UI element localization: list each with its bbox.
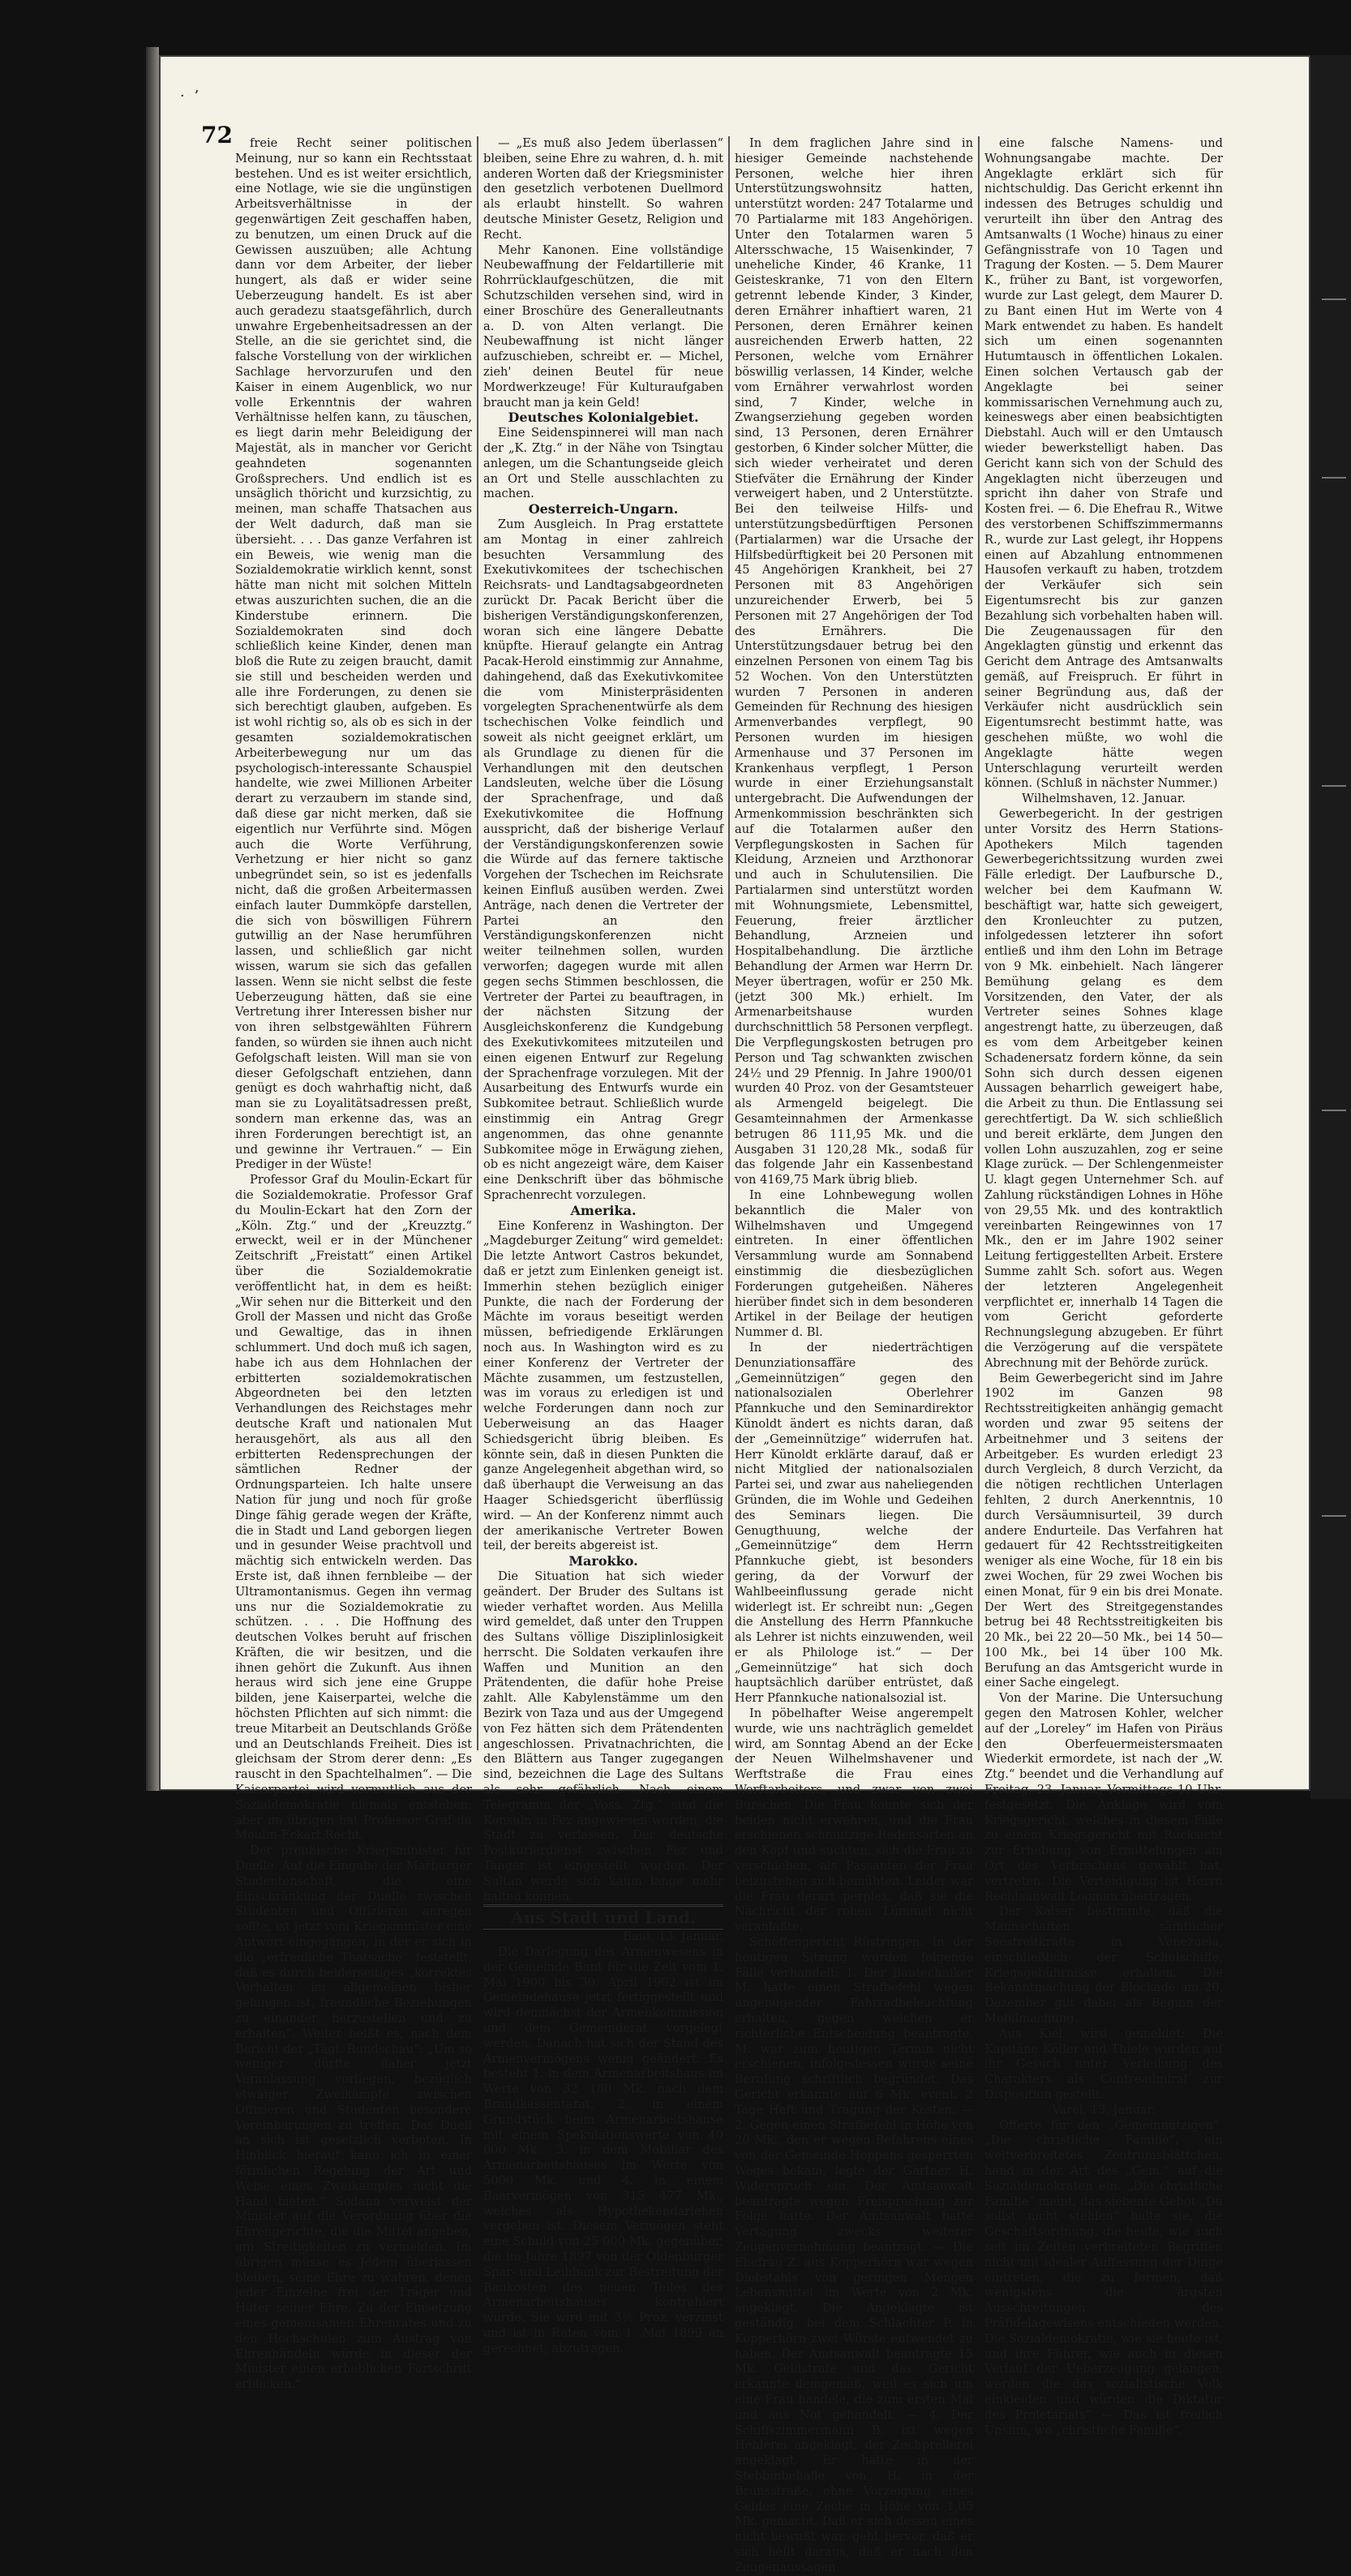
paragraph: eine falsche Namens- und Wohnungsangabe machte. Der Angeklagte erklärt sich für nichtschuldig. Das Gericht erkennt ihn indessen des Betruges schuldig und verurteilt ihn über den Antrag des Amtsanwalts (1 Woche) hinaus zu einer Gefängnisstrafe von 10 Tagen und Tragung der Kosten. — 5. Dem Maurer K., früher zu Bant, ist vorgeworfen, wurde zur Last gelegt, dem Maurer D. zu Bant einen Hut im Werte von 4 Mark entwendet zu haben. Es handelt sich um einen sogenannten Hutumtausch in öffentlichen Lokalen. Einen solchen Vertausch gab der Angeklagte bei seiner kommissarischen Vernehmung auch zu, keineswegs aber einen beabsichtigten Diebstahl. Auch will er den Umtausch wieder bewerkstelligt haben. Das Gericht kann sich von der Schuld des Angeklagten nicht überzeugen und spricht ihn daher von Strafe und Kosten frei. — 6. Die Ehefrau R., Witwe des verstorbenen Schiffszimmermanns R., wurde zur Last gelegt, ihr Hoppens einen auf Abzahlung entnommenen Hausofen verkauft zu haben, trotzdem der Verkäufer sich sein Eigentumsrecht bis zur ganzen Bezahlung sich vorbehalten haben will. Die Zeugenaussagen für den Angeklagten günstig und erkennt das Gericht dem Antrage des Amtsanwalts gemäß, auf Freispruch. Er führt in seiner Begründung aus, daß der Verkäufer nicht ausdrücklich sein Eigentumsrecht bestimmt hatte, was geschehen müßte, wo wohl die Angeklagte hätte wegen Unterschlagung verurteilt werden können. (Schluß in nächster Nummer.) — [984, 136, 1223, 791]
section-heading: Amerika. — [570, 1202, 637, 1218]
section-heading: Deutsches Kolonialgebiet. — [508, 410, 699, 426]
column-4 — [984, 136, 1223, 2437]
paragraph: In eine Lohnbewegung wollen bekanntlich die Maler von Wilhelmshaven und Umgegend eintreten. In einer öffentlichen Versammlung wurde am Sonnabend einstimmig die diesbezüglichen Forderungen gutgeheißen. Näheres hierüber findet sich in dem besonderen Artikel in der Beilage der heutigen Nummer d. Bl. — [735, 1187, 973, 1340]
column-1 — [235, 136, 472, 2392]
dateline: Bant, 13. Januar. — [623, 1930, 723, 1944]
page-binding-edge — [146, 47, 159, 1791]
paragraph: Eine Seidenspinnerei will man nach der „K. Ztg.“ in der Nähe von Tsingtau anlegen, um die Schantungseide gleich an Ort und Stelle ausschlachten zu machen. — [483, 426, 723, 501]
paragraph: In pöbelhafter Weise angerempelt wurde, wie uns nachträglich gemeldet wird, am Sonntag Abend an der Ecke der Neuen Wilhelmshavener und Werftstraße die Frau eines Werftarbeiters, und zwar von zwei Burschen. Die Frau konnte sich der beiden nicht erwehren, und die Frau erschienen schmutzige Redensarten an den Kopf und suchten, sich die Frau zu verschieben, als Passanten der Frau beizustehen sich bemühten. Leider war die Frau derart perplex, daß sie die Nachricht der rohen Lümmel nicht veranlaßte. — [735, 1707, 973, 1934]
paragraph: freie Recht seiner politischen Meinung, nur so kann ein Rechtsstaat bestehen. Und es ist weiter ersichtlich, eine Notlage, wie sie die ungünstigen Arbeitsverhältnisse in der gegenwärtigen Zeit geschaffen haben, zu benutzen, um einen Druck auf die Gewissen auszuüben; alle Achtung dann vor dem Arbeiter, der lieber hungert, als daß er wider seine Ueberzeugung handelt. Es ist aber auch geradezu staatsgefährlich, durch unwahre Ergebenheitsadressen an der Stelle, an die sie gerichtet sind, die falsche Vorstellung von der wirklichen Sachlage hervorzurufen und den Kaiser in einem Augenblick, wo nur volle Erkenntnis der wahren Verhältnisse helfen kann, zu täuschen, es liegt darin mehr Beleidigung der Majestät, als in mancher vor Gericht geahndeten sogenannten Großsprechers. Und endlich ist es unsäglich thöricht und kurzsichtig, zu meinen, man schaffe Thatsachen aus der Welt dadurch, daß man sie übersieht. . . . Das ganze Verfahren ist ein Beweis, wie wenig man die Sozialdemokratie wirklich kennt, sonst hätte man nicht mit solchen Mitteln etwas auszurichten suchen, die an die Kinderstube erinnern. Die Sozialdemokraten sind doch schließlich keine Kinder, denen man bloß die Rute zu zeigen braucht, damit sie still und bescheiden werden und alle ihre Forderungen, zu denen sie sich berechtigt glauben, aufgeben. Es ist wohl richtig so, als ob es sich in der gesamten sozialdemokratischen Arbeiterbewegung nur um das psychologisch-interessante Schauspiel handelte, wie zwei Millionen Arbeiter derart zu verzaubern im stande sind, daß diese gar nicht merken, daß sie eigentlich nur Verführte sind. Mögen auch die Worte Verführung, Verhetzung er hier nicht so ganz unbegründet sein, so ist es jedenfalls nicht, daß die großen Arbeitermassen einfach lauter Dummköpfe darstellen, die sich von böswilligen Führern gutwillig an der Nase herumführen lassen, und schließlich gar nicht wissen, warum sie sich das gefallen lassen. Wenn sie nicht selbst die feste Ueberzeugung hätten, daß sie eine Vertretung ihrer Interessen bisher nur von ihren selbstgewählten Führern fanden, so würden sie ihnen auch nicht Gefolgschaft leisten. Will man sie von dieser Gefolgschaft entziehen, dann genügt es doch wahrhaftig nicht, daß man sie zu Loyalitätsadressen preßt, sondern man erkenne das, was an ihren Forderungen berechtigt ist, an und gewinne ihr Vertrauen.“ — Ein Prediger in der Wüste! — [235, 136, 472, 1172]
facing-page-strip — [1310, 55, 1351, 1799]
column-rule — [728, 136, 730, 1750]
local-news-heading: Aus Stadt und Land. — [483, 1904, 723, 1930]
page-number: 72 — [201, 122, 233, 148]
text-columns — [235, 136, 1306, 2574]
paragraph: Mehr Kanonen. Eine vollständige Neubewaffnung der Feldartillerie mit Rohrrücklaufgeschützen, die mit Schutzschilden versehen sind, wird in einer Broschüre des Generalleutnants a. D. von Alten verlangt. Die Neubewaffnung ist nicht länger aufzuschieben, schreibt er. — Michel, zieh' deinen Beutel für neue Mordwerkzeuge! Für Kulturaufgaben braucht man ja kein Geld! — [483, 243, 723, 410]
column-3 — [735, 136, 973, 2574]
dateline: Varel, 13. Januar. — [1052, 2102, 1156, 2117]
column-rule — [477, 136, 478, 1750]
paragraph: Die Darlegung des Armenwesens in der Gemeinde Bant für die Zeit vom 1. Mai 1900 bis 30. April 1902 ist im Gemeindehause jetzt fertiggestellt und wird demnächst der Armenkommission und dem Gemeinderat vorgelegt werden. Danach hat sich der Stand des Armenvermögens wenig geändert. Es besteht 1. in dem Armenarbeitshaus im Werte von 32 180 Mk. nach dem Brandkassentarat, 2. in einem Grundstück beim Armenarbeitshause mit einem Spekulationswerte von 40 000 Mk., 3. in dem Mobiliar des Armenarbeitshauses im Werte von 5000 Mk. und 4. in einem Baarvermögen von 315 477 Mk., welches als Hypothekendarlehen vergeben ist. Diesem Vermögen steht eine Schuld von 25 000 Mk. gegenüber, die im Jahre 1897 von der Oldenburger Spar- und Leihbank zur Bestreitung der Baukosten des neuen Teiles des Armenarbeitshauses kontrahiert wurde. Sie wird mit 3½ Proz. verzinst und ist in Raten vom 1. Mai 1899 an gerechnet, abzutragen. — [483, 1945, 723, 2355]
corner-mark: · ’ — [180, 88, 202, 105]
paragraph: Von der Marine. Die Untersuchung gegen den Matrosen Kohler, welcher auf der „Loreley“ im Hafen von Piräus den Oberfeuermeistersmaaten Wiederkit ermordete, ist nach der „W. Ztg.“ beendet und die Verhandlung auf Freitag, 23. Januar, Vormittags 10 Uhr, festgesetzt. Die Anklage wird vom Kriegsgericht, welches in diesem Falle zu einem Kriegsgericht mit Rücksicht zur Erhebung von Ermittelungen am Ort des Verbrechens gewählt hat, vertreten. Die Verteidigung ist Herrn Rechtsanwalt Looman übertragen. — [984, 1691, 1223, 1904]
paragraph: In dem fraglichen Jahre sind in hiesiger Gemeinde nachstehende Personen, welche hier ihren Unterstützungswohnsitz hatten, unterstützt worden: 247 Totalarme und 70 Partialarme mit 183 Angehörigen. Unter den Totalarmen waren 5 Altersschwache, 15 Waisenkinder, 7 uneheliche Kinder, 46 Kranke, 11 Geisteskranke, 71 von den Eltern getrennt lebende Kinder, 3 Kinder, deren Ernährer inhaftiert waren, 21 Personen, deren Ernährer keinen ausreichenden Erwerb hatten, 22 Personen, welche vom Ernährer böswillig verlassen, 14 Kinder, welche vom Ernährer verwahrlost worden sind, 7 Kinder, welche in Zwangserziehung gegeben worden sind, 13 Personen, deren Ernährer gestorben, 6 Kinder solcher Mütter, die sich wieder verheiratet und deren Stiefväter die Ernährung der Kinder verweigert haben, und 2 Unterstützte. Bei den teilweise Hilfs- und unterstützungsbedürftigen Personen (Partialarmen) war die Ursache der Hilfsbedürftigkeit bei 20 Personen mit 45 Angehörigen Krankheit, bei 27 Personen mit 83 Angehörigen unzureichender Erwerb, bei 5 Personen mit 27 Angehörigen der Tod des Ernährers. Die Unterstützungsdauer betrug bei den einzelnen Personen von einem Tag bis 52 Wochen. Von den Unterstützten wurden 7 Personen in anderen Gemeinden für Rechnung des hiesigen Armenverbandes verpflegt, 90 Personen wurden im hiesigen Armenhause und 37 Personen im Krankenhaus verpflegt, 1 Person wurde in einer Erziehungsanstalt untergebracht. Die Aufwendungen der Armenkommission beschränkten sich auf die Totalarmen außer den Verpflegungskosten in Sachen für Kleidung, Arzneien und Arzthonorar und auch in Schulutensilien. Die Partialarmen sind unterstützt worden mit Wohnungsmiete, Lebensmittel, Feuerung, freier ärztlicher Behandlung, Arzneien und Hospitalbehandlung. Die ärztliche Behandlung der Armen war Herrn Dr. Meyer übertragen, wofür er 250 Mk. (jetzt 300 Mk.) erhielt. Im Armenarbeitshause wurden durchschnittlich 58 Personen verpflegt. Die Verpflegungskosten betrugen pro Person und Tag schwankten zwischen 24½ und 29 Pfennig. In Jahre 1900/01 wurden 40 Proz. von der Gesamtsteuer als Armengeld beigelegt. Die Gesamteinnahmen der Armenkasse betrugen 86 111,95 Mk. und die Ausgaben 31 120,28 Mk., sodaß für das folgende Jahr ein Kassenbestand von 4169,75 Mark übrig blieb. — [735, 136, 973, 1187]
paragraph: Die Situation hat sich wieder geändert. Der Bruder des Sultans ist wieder verhaftet worden. Aus Melilla wird gemeldet, daß unter den Truppen des Sultans völlige Disziplinlosigkeit herrscht. Die Soldaten verkaufen ihre Waffen und Munition an den Prätendenten, die dafür hohe Preise zahlt. Alle Kabylenstämme um den Bezirk von Taza und aus der Umgegend von Fez hätten sich dem Prätendenten angeschlossen. Privatnachrichten, die den Blättern aus Tanger zugegangen sind, bezeichnen die Lage des Sultans als sehr gefährlich. Nach einem Telegramm der „Voss. Ztg.“ sind die Konsuln in Fez angewiesen worden, die Stadt zu verlassen. Der deutsche Postkurierdienst zwischen Fez und Tanger ist eingestellt worden. Der Sultan werde sich kaum lange mehr halten können. — [483, 1569, 723, 1904]
paragraph: Gewerbegericht. In der gestrigen unter Vorsitz des Herrn Stations-Apothekers Milch tagenden Gewerbegerichtssitzung wurden zwei Fälle erledigt. Der Laufbursche D., welcher bei dem Kaufmann W. beschäftigt war, hatte sich geweigert, den Kronleuchter zu putzen, infolgedessen letzterer ihn sofort entließ und ihm den Lohn im Betrage von 9 Mk. einbehielt. Nach längerer Bemühung gelang es dem Vorsitzenden, den Vater, der als Vertreter seines Sohnes klage angestrengt hatte, zu überzeugen, daß es vom dem Arbeitgeber keinen Schadenersatz fordern könne, da sein Sohn sich durch dessen eigenen Aussagen beharrlich geweigert habe, die Arbeit zu thun. Die Entlassung sei gerechtfertigt. Da W. sich schließlich und bereit erklärte, dem Jungen den vollen Lohn auszuzahlen, zog er seine Klage zurück. — Der Schlengenmeister U. klagt gegen Unternehmer Sch. auf Zahlung rückständigen Lohnes in Höhe von 29,55 Mk. und des kontraktlich vereinbarten Reingewinnes von 17 Mk., den er im Jahre 1902 seiner Leitung fertiggestellten Arbeit. Erstere Summe zahlt Sch. sofort aus. Wegen der letzteren Angelegenheit verpflichtet er, innerhalb 14 Tagen die vom Gericht geforderte Rechnungslegung abzugeben. Er führt die Verzögerung auf die verspätete Abrechnung mit der Behörde zurück. — [984, 807, 1223, 1370]
column-2 — [483, 136, 724, 2355]
paragraph: Zum Ausgleich. In Prag erstattete am Montag in einer zahlreich besuchten Versammlung des Exekutivkomitees der tschechischen Reichsrats- und Landtagsabgeordneten zurückt Dr. Pacak Bericht über die bisherigen Verständigungskonferenzen, woran sich eine längere Debatte knüpfte. Hierauf gelangte ein Antrag Pacak-Herold einstimmig zur Annahme, dahingehend, daß das Exekutivkomitee die vom Ministerpräsidenten vorgelegten Sprachenentwürfe als dem tschechischen Volke feindlich und soweit als nicht geeignet erklärt, um als Grundlage zu dienen für die Verhandlungen mit den deutschen Landsleuten, welche über die Lösung der Sprachenfrage, und daß Exekutivkomitee die Hoffnung ausspricht, daß der bisherige Verlauf der Verständigungskonferenzen sowie die Würde auf das fernere taktische Vorgehen der Tschechen im Reichsrate keinen Einfluß ausüben werden. Zwei Anträge, nach denen die Vertreter der Partei an den Verständigungskonferenzen nicht weiter teilnehmen sollen, wurden verworfen; dagegen wurde mit allen gegen sechs Stimmen beschlossen, die Vertreter der Partei zu beauftragen, in der nächsten Sitzung der Ausgleichskonferenz die Kundgebung des Exekutivkomitees mitzuteilen und einen eigenen Entwurf zur Regelung der Sprachenfrage vorzulegen. Mit der Ausarbeitung des Entwurfs wurde ein Subkomitee betraut. Schließlich wurde einstimmig ein Antrag Gregr angenommen, das ohne genannte Subkomitee möge in Erwägung ziehen, ob es nicht angezeigt wäre, dem Kaiser eine Denkschrift über das böhmische Sprachenrecht vorzulegen. — [483, 517, 723, 1202]
paragraph: Professor Graf du Moulin-Eckart für die Sozialdemokratie. Professor Graf du Moulin-Eckart hat den Zorn der „Köln. Ztg.“ und der „Kreuzztg.“ erweckt, weil er in der Münchener Zeitschrift „Freistatt“ einen Artikel über die Sozialdemokratie veröffentlicht hat, in dem es heißt: „Wir sehen nur die Bitterkeit und den Groll der Massen und nicht das Große und Gewaltige, das in ihnen schlummert. Und doch muß ich sagen, habe ich aus dem Hohnlachen der erbitterten sozialdemokratischen Abgeordneten bei den letzten Verhandlungen des Reichstages mehr deutsche Kraft und nationalen Mut herausgehört, als aus all den erbitterten Redensprechungen der sämtlichen Redner der Ordnungsparteien. Ich halte unsere Nation für jung und noch für große Dinge fähig gerade wegen der Kräfte, die in Stadt und Land geborgen liegen und in gesunder Weise prachtvoll und mächtig sich entwickeln werden. Das Erste ist, daß ihnen fernbleibe — der Ultramontanismus. Gegen ihn vermag uns nur die Sozialdemokratie zu schützen. . . . Die Hoffnung des deutschen Volkes beruht auf frischen Kräften, die wir besitzen, und die ihnen gehört die Zukunft. Aus ihnen heraus wird sich jene eine Gruppe bilden, jene Kaiserpartei, welche die höchsten Pflichten auf sich nimmt: die treue Mitarbeit an Deutschlands Größe und an Deutschlands Freiheit. Dies ist gleichsam der Strom derer denn: „Es rauscht in den Spachtelhalmen“. — Die Kaiserpartei wird vermutlich aus der Sozialdemokratie niemals entstehen; aber im übrigen hat Professor Graf du Moulin-Eckart Recht. — [235, 1173, 472, 1843]
paragraph: Eine Konferenz in Washington. Der „Magdeburger Zeitung“ wird gemeldet: Die letzte Antwort Castros bekundet, daß er jetzt zum Einlenken geneigt ist. Immerhin stehen bezüglich einiger Punkte, die nach der Forderung der Mächte im voraus beseitigt werden müssen, befriedigende Erklärungen noch aus. In Washington wird es zu einer Konferenz der Vertreter der Mächte zusammen, um festzustellen, was im voraus zu erledigen ist und welche Forderungen dann noch zur Ueberweisung an das Haager Schiedsgericht übrig bleiben. Es könnte sein, daß in diesen Punkten die ganze Angelegenheit abgethan wird, so daß überhaupt die Verweisung an das Haager Schiedsgericht überflüssig wird. — An der Konferenz nimmt auch der amerikanische Vertreter Bowen teil, der bereits abgereist ist. — [483, 1218, 723, 1553]
paragraph: Der Kaiser bestimmte, daß die Mannschaften sämtlicher Seestreitkräfte in Venezuela, einschließlich der Schulschiffe, Kriegsgebührnisse erhalten. Die Bekanntmachung der Blockade am 20. Dezember gilt dabei als Beginn der Mobilmachung. — [984, 1904, 1223, 2026]
paragraph: Der preußische Kriegsminister für Duelle. Auf die Eingabe der Marburger Studentenschaft, die eine Einschränkung der Duelle zwischen Studenten und Offizieren anregen sollte, ist jetzt vom Kriegsminister eine Antwort eingegangen, in der er sich in die „erfreuliche Thatsache“ feststellt, daß es durch beiderseitiges „korrektes Verhalten im allgemeinen bisher gelungen ist, freundliche Beziehungen zu einander herzustellen und zu erhalten“. Weiter heißt es, nach dem Bericht der „Tägl. Rundschau“: „Um so weniger dürfte daher jetzt Veranlassung vorliegen, bezüglich etwaiger Zweikämpfe zwischen Offizieren und Studenten besondere Vereinbarungen zu treffen. Das Duell an sich ist gesetzlich verboten. In Hinblick hierauf kann ich in einer förmlichen Regelung der Art und Weise eines Zweikampfes nicht die Hand bieten.“ Sodann verweist der Minister auf die Verordnung über die Ehrengerichte, die die Mittel angeben, um Streitigkeiten zu vermeiden. Im übrigen müsse es Jedem überlassen bleiben, seine Ehre zu wahren, denen jeder Einzelne frei der Träger und Hüter seiner Ehre. Zu der Einsetzung eines gemeinsamen Ehrenrates und zu den Hochschulen zum Austrag von Ehrenhändeln würde in dieser der Minister einen erheblichen Fortschritt erblicken.“ — [235, 1844, 472, 2392]
paragraph: Schöffengericht Rüstringen. In der heutigen Sitzung wurden folgende Fälle verhandelt: 1. Der Bautechniker M. hatte einen Strafbefehl wegen ungenügender Fahrradbeleuchtung erhalten, gegen welchen er richterliche Entscheidung beantragte. M. war zum heutigen Termin nicht erschienen, infolgedessen wurde seine Berufung schriftlich begründet. Das Gericht erkannte auf 6 Mk. event. 2 Tage Haft und Tragung der Kosten. — 2. Gegen einen Strafbefehl in Höhe von 20 Mk., den er wegen Befahrens eines von der Gemeinde Hoppens gesperrten Weges bekam, legte der Gärtner H. Widerspruch ein. Der Amtsanwalt beantragte wegen Freisprechung zur Folge hatte. Der Amtsanwalt hatte Vertagung zwecks weiterer Zeugenvernehmung beantragt. — Die Ehefrau Z. aus Kopperhörn war wegen Diebstahls von geringen Mengen Lebensmittel im Werte von 2 Mk. angeklagt. Die Angeklagte ist geständig, bei dem Schlachter P. in Kopperhörn zwei Würste entwendet zu haben. Der Amtsanwalt beantragte 15 Mk. Geldstrafe und das Gericht erkannte demgemäß, weil es sich um eine Frau handele, die zum ersten Mal und aus Not gehandelt. — 4. Der Schiffszimmermann B. ist wegen Hehlerei angeklagt, der Zechprellerei angeklagt. Er hatte in der Stebbinbehalle von H. in der Brunsstraße, ohne Vorzeigung eines Geldes eine Zeche in Höhe von 1,05 Mk. gemacht. Daß er sich dessen eines nicht bewußt war, geht hervor, daß er sich hellt daraus, daß er nach den Zeugenaussagen — [735, 1935, 973, 2574]
section-heading: Marokko. — [568, 1553, 638, 1569]
paragraph: — „Es muß also Jedem überlassen“ bleiben, seine Ehre zu wahren, d. h. mit anderen Worten daß der Kriegsminister den gesetzlich verbotenen Duellmord als erlaubt hinstellt. So wahren deutsche Minister Gesetz, Religion und Recht. — [483, 136, 724, 242]
paragraph: Beim Gewerbegericht sind im Jahre 1902 im Ganzen 98 Rechtsstreitigkeiten anhängig gemacht worden und zwar 95 seitens der Arbeitnehmer und 3 seitens der Arbeitgeber. Es wurden erledigt 23 durch Vergleich, 8 durch Verzicht, da die nötigen rechtlichen Unterlagen fehlten, 2 durch Anerkenntnis, 10 durch Versäumnisurteil, 39 durch andere Endurteile. Das Verfahren hat gedauert für 42 Rechtsstreitigkeiten weniger als eine Woche, für 18 ein bis zwei Wochen, für 29 zwei Wochen bis einen Monat, für 9 ein bis drei Monate. Der Wert des Streitgegenstandes betrug bei 48 Rechtsstreitigkeiten bis 20 Mk., bei 22 20—50 Mk., bei 14 50—100 Mk., bei 14 über 100 Mk. Berufung an das Amtsgericht wurde in einer Sache eingelegt. — [984, 1371, 1223, 1690]
paragraph: Offerte für den „Gemeinnützigen“. „Die christliche Familie“, ein weltverbreitetes Zentrumsblättchen, hand in der Art des „Gem.“ auf die Sozialdemokraten ein. „Die christliche Familie“ meint, das siebente Gebot „Du sollst nicht stehlen“ halte sie, die Geschäftsordnung, die heute, wie auch seit im Zeiten verbreiteten Begriffen nicht mit idealer Auffassung der Dinge eintreten, die zu formen, daß wenigstens die ärgsten Ausschreitungen des Präfidelagewisens entschieden werden. Die Sozialdemokratie, wie sie heute ist, und ihre Führer, wie auch in diesen Verlauf der Ueberzeugung gelangen, werden die das sozialistische Volk einkleiden und würden die Diktatur des Proletariats“ — Das ist freilich Unsinn, wo „christliche Familie“. — [984, 2118, 1223, 2437]
dateline: Wilhelmshaven, 12. Januar. — [1022, 792, 1186, 806]
paragraph: In der niederträchtigen Denunziationsaffäre des „Gemeinnützigen“ gegen den nationalsozialen Oberlehrer Pfannkuche und den Seminardirektor Künoldt ändert es nichts daran, daß der „Gemeinnützige“ widerrufen hat. Herr Künoldt erklärte darauf, daß er nicht Mitglied der nationalsozialen Partei sei, und zwar aus naheliegenden Gründen, die im Wohle und Gedeihen des Seminars liegen. Die Genugthuung, welche der „Gemeinnützige“ dem Herrn Pfannkuche giebt, ist besonders gering, da der Vorwurf der Wahlbeeinflussung gerade nicht widerlegt ist. Er schreibt nun: „Gegen die Anstellung des Herrn Pfannkuche als Lehrer ist nichts einzuwenden, weil er als Philologe ist.“ — Der „Gemeinnützige“ hat sich doch hauptsächlich darüber entrüstet, daß Herr Pfannkuche nationalsozial ist. — [735, 1340, 973, 1706]
section-heading: Oesterreich-Ungarn. — [528, 501, 679, 517]
paragraph: Aus Kiel wird gemeldet: Die Kapitäne Köller und Thiele wurden auf ihr Gesuch unter Verleihung des Charakters als Contreadmiral zur Disposition gestellt. — [984, 2026, 1223, 2102]
column-rule — [978, 136, 980, 1750]
